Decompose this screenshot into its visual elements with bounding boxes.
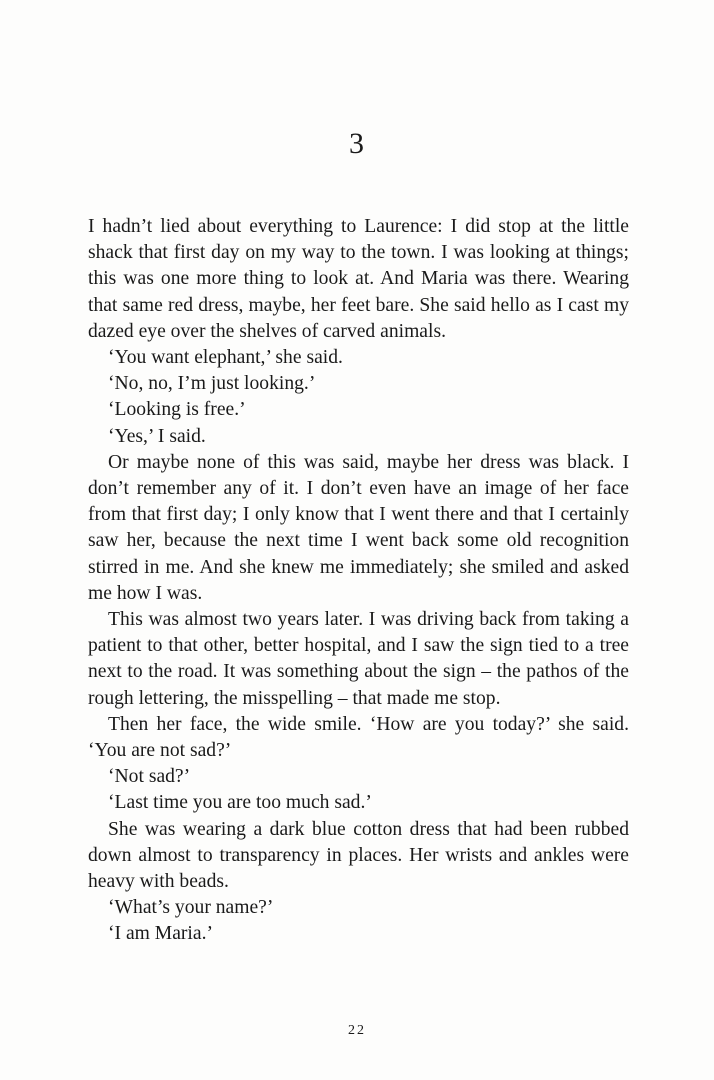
body-text bbox=[88, 214, 629, 948]
paragraph: Then her face, the wide smile. ‘How are you today?’ she said. ‘You are not sad?’ bbox=[88, 713, 629, 762]
paragraph: ‘Looking is free.’ bbox=[108, 399, 246, 421]
paragraph: This was almost two years later. I was driving back from taking a patient to that other, better hospital, and I saw the sign tied to a tree next to the road. It was something about the sign – the pathos of the rough lettering, the misspelling – that made me stop. bbox=[88, 609, 629, 709]
paragraph: She was wearing a dark blue cotton dress that had been rubbed down almost to transparency in places. Her wrists and ankles were heavy with beads. bbox=[88, 818, 629, 893]
paragraph: ‘You want elephant,’ she said. bbox=[108, 347, 343, 369]
paragraph: Or maybe none of this was said, maybe her dress was black. I don’t remember any of it. I don’t even have an image of her face from that first day; I only know that I went there and that I certainly saw her, because the next time I went back some old recognition stirred in me. And she knew me immediately; she smiled and asked me how I was. bbox=[88, 451, 629, 604]
paragraph: ‘I am Maria.’ bbox=[108, 923, 213, 945]
paragraph: I hadn’t lied about everything to Laurence: I did stop at the little shack that first day on my way to the town. I was looking at things; this was one more thing to look at. And Maria was there. Wearing that same red dress, maybe, her feet bare. She said hello as I cast my dazed eye over the shelves of carved animals. bbox=[88, 216, 629, 342]
paragraph: ‘Yes,’ I said. bbox=[108, 425, 206, 447]
chapter-number: 3 bbox=[349, 127, 365, 160]
paragraph: ‘What’s your name?’ bbox=[108, 897, 274, 919]
paragraph: ‘No, no, I’m just looking.’ bbox=[108, 373, 316, 395]
paragraph: ‘Last time you are too much sad.’ bbox=[108, 792, 372, 814]
page-number: 22 bbox=[348, 1023, 366, 1038]
paragraph: ‘Not sad?’ bbox=[108, 766, 191, 788]
